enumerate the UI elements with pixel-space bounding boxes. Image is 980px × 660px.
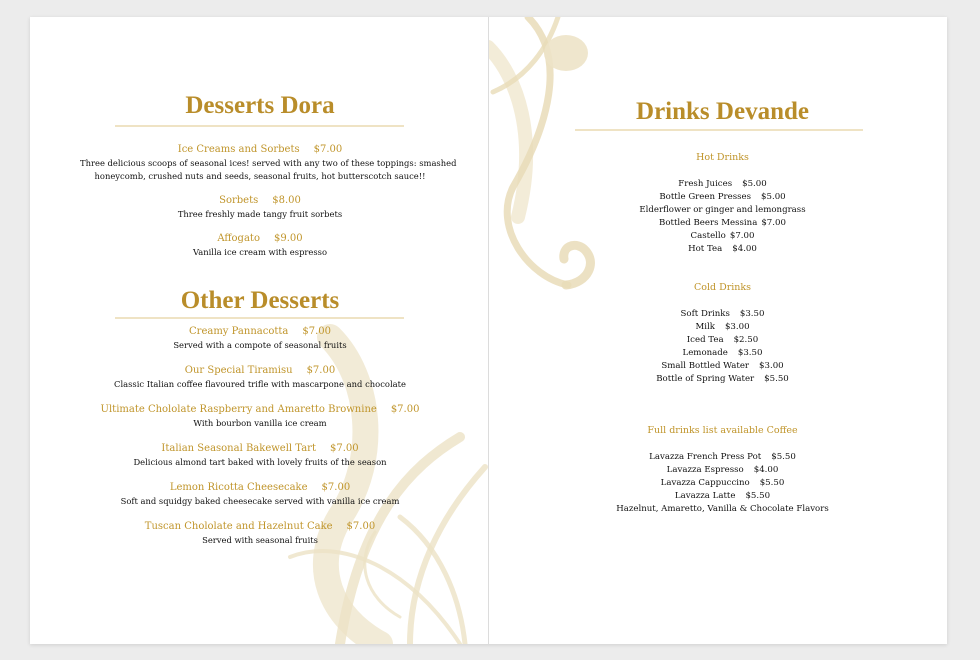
menu-item [80,325,440,352]
menu-item-description: honeycomb, crushed nuts and seeds, seasonal fruits, hot butterscotch sauce!! [94,171,426,181]
menu-item-name: Sorbets [219,195,259,206]
menu-item-description: Vanilla ice cream with espresso [192,247,328,257]
drink-price: $7.00 [761,218,786,228]
drink-price: $5.50 [764,374,789,384]
drink-name: Soft Drinks [680,309,730,319]
drink-price: $5.50 [759,478,785,488]
drink-name: Lavazza French Press Pot [649,452,762,462]
drink-name: Lavazza Espresso [666,465,744,475]
menu-item-price: $9.00 [273,233,303,244]
drink-price: $4.00 [732,244,757,254]
drink-item [545,503,900,516]
menu-item-title [80,481,440,495]
drink-name: Iced Tea [686,335,724,345]
menu-item-price: $7.00 [302,326,331,337]
drink-price: $5.00 [742,179,767,189]
menu-item-price: $7.00 [306,365,336,376]
drink-name: Castello [690,231,726,241]
drink-item [545,373,900,386]
other-desserts-list [80,325,440,547]
menu-item-price: $7.00 [346,521,376,532]
drink-name: Hot Tea [688,244,723,254]
menu-item-name: Ultimate Chololate Raspberry and Amaretto Brownine [100,404,377,415]
drink-price: $3.00 [759,361,784,371]
coffee-section [545,424,900,516]
menu-item-price: $8.00 [272,195,301,206]
cold-drinks-heading: Cold Drinks [693,282,752,293]
menu-item-name: Lemon Ricotta Cheesecake [169,482,308,493]
menu-item-title [80,143,440,157]
drink-name: Bottled Beers Messina [659,218,758,228]
drink-price: $3.00 [724,322,750,332]
drink-item [545,334,900,347]
drink-item [545,360,900,373]
drink-price: $5.50 [745,491,771,501]
drink-item [545,243,900,256]
left-page [80,17,457,644]
menu-item-name: Tuscan Chololate and Hazelnut Cake [144,521,333,532]
menu-item-name: Our Special Tiramisu [184,365,293,376]
menu-item-description: Soft and squidgy baked cheesecake served with vanilla ice cream [120,496,400,506]
desserts-dora-rule [115,125,404,127]
drink-item [545,204,900,217]
drink-name: Fresh Juices [678,179,733,189]
menu-item-name: Italian Seasonal Bakewell Tart [161,443,316,454]
menu-item-name: Ice Creams and Sorbets [177,144,300,155]
drink-item [545,230,900,243]
menu-item-name: Creamy Pannacotta [189,326,289,337]
drink-item [545,178,900,191]
coffee-heading: Full drinks list available Coffee [647,425,798,436]
menu-item [80,232,440,259]
menu-spread [30,17,947,644]
page-fold [488,17,489,644]
drink-name: Small Bottled Water [661,361,750,371]
drink-name: Lavazza Cappuccino [660,478,750,488]
menu-item-title [80,364,440,378]
menu-item-description: Delicious almond tart baked with lovely fruits of the season [133,457,387,467]
other-desserts-rule [115,317,404,319]
menu-item [80,442,440,469]
menu-item [80,481,440,508]
menu-item-price: $7.00 [321,482,351,493]
menu-item-description: Three delicious scoops of seasonal ices! served with any two of these toppings: smashed [80,158,457,168]
menu-item-price: $7.00 [313,144,343,155]
drink-price: $3.50 [739,309,765,319]
menu-item-price: $7.00 [390,404,420,415]
drink-item [545,464,900,477]
drink-item [545,490,900,503]
menu-item [80,520,440,547]
drink-name: Bottle of Spring Water [656,374,755,384]
drink-name: Hazelnut, Amaretto, Vanilla & Chocolate Flavors [616,504,829,514]
drinks-devande-rule [575,129,863,131]
menu-item [80,143,457,183]
drink-price: $3.50 [737,348,763,358]
drink-item [545,451,900,464]
drink-name: Bottle Green Presses [659,192,752,202]
menu-item-description: With bourbon vanilla ice cream [193,418,327,428]
drink-name: Lavazza Latte [674,491,736,501]
cold-drinks-section [545,281,900,386]
hot-drinks-heading: Hot Drinks [696,152,749,163]
menu-item-title [80,403,440,417]
menu-item-title [80,194,440,208]
drink-price: $5.50 [771,452,796,462]
drink-price: $5.00 [761,192,786,202]
drink-price: $2.50 [733,335,759,345]
menu-item [80,364,440,391]
drink-price: $7.00 [729,231,755,241]
menu-item-name: Affogato [217,233,260,244]
menu-item-title [80,232,440,246]
hot-drinks-section [545,151,900,256]
drink-name: Milk [695,322,715,332]
drink-item [545,347,900,360]
drinks-devande-title: Drinks Devande [636,98,809,125]
menu-item [80,403,440,430]
drink-item [545,321,900,334]
menu-item-description: Served with a compote of seasonal fruits [173,340,347,350]
drink-item [545,308,900,321]
menu-item [80,194,440,221]
desserts-dora-title: Desserts Dora [185,92,335,119]
drink-name: Lemonade [682,348,728,358]
other-desserts-title: Other Desserts [180,287,340,314]
drink-name: Elderflower or ginger and lemongrass [639,205,806,215]
drink-item [545,191,900,204]
menu-item-title [80,325,440,339]
menu-item-title [80,442,440,456]
right-page [545,17,900,644]
drink-item [545,217,900,230]
menu-item-description: Classic Italian coffee flavoured trifle with mascarpone and chocolate [114,379,406,389]
drink-price: $4.00 [753,465,779,475]
menu-item-title [80,520,440,534]
menu-item-price: $7.00 [329,443,359,454]
desserts-dora-list [80,143,457,259]
menu-item-description: Three freshly made tangy fruit sorbets [177,209,343,219]
menu-item-description: Served with seasonal fruits [202,535,318,545]
drink-item [545,477,900,490]
